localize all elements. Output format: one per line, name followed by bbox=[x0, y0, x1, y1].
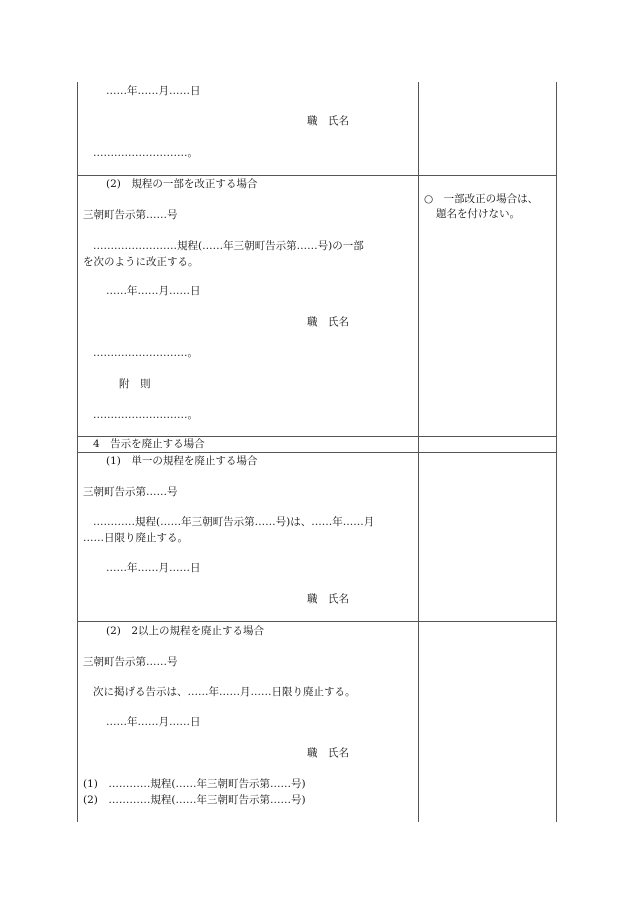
body-text: ……日限り廃止する。 bbox=[83, 532, 188, 544]
remark-note: 題名を付けない。 bbox=[436, 208, 520, 220]
row-divider bbox=[77, 175, 557, 176]
signer-line: 職 氏名 bbox=[307, 747, 349, 759]
body-text: ………………………。 bbox=[93, 147, 198, 159]
date-line: ……年……月……日 bbox=[106, 285, 201, 297]
body-text: ……………………規程(……年三朝町告示第……号)の一部 bbox=[93, 240, 364, 252]
row-divider bbox=[77, 621, 557, 622]
date-line: ……年……月……日 bbox=[106, 85, 201, 97]
notice-number: 三朝町告示第……号 bbox=[83, 486, 178, 498]
signer-line: 職 氏名 bbox=[307, 316, 349, 328]
signer-line: 職 氏名 bbox=[307, 593, 349, 605]
list-item: (1) …………規程(……年三朝町告示第……号) bbox=[83, 778, 306, 790]
supplementary-provision-heading: 附 則 bbox=[119, 378, 151, 390]
body-text: を次のように改正する。 bbox=[83, 256, 199, 268]
list-item: (2) …………規程(……年三朝町告示第……号) bbox=[83, 794, 306, 806]
row-divider bbox=[77, 452, 557, 453]
section-heading: (2) 2以上の規程を廃止する場合 bbox=[106, 625, 265, 637]
section-heading: (2) 規程の一部を改正する場合 bbox=[106, 178, 258, 190]
notice-number: 三朝町告示第……号 bbox=[83, 209, 178, 221]
remark-note: ○ 一部改正の場合は、 bbox=[424, 193, 539, 205]
date-line: ……年……月……日 bbox=[106, 562, 201, 574]
body-text: …………規程(……年三朝町告示第……号)は、……年……月 bbox=[93, 516, 375, 528]
body-text: 次に掲げる告示は、……年……月……日限り廃止する。 bbox=[93, 686, 356, 698]
notice-number: 三朝町告示第……号 bbox=[83, 656, 178, 668]
date-line: ……年……月……日 bbox=[106, 716, 201, 728]
body-text: ………………………。 bbox=[93, 347, 198, 359]
signer-line: 職 氏名 bbox=[307, 115, 349, 127]
section-heading: 4 告示を廃止する場合 bbox=[93, 438, 205, 450]
body-text: ………………………。 bbox=[93, 409, 198, 421]
section-heading: (1) 単一の規程を廃止する場合 bbox=[106, 455, 258, 467]
